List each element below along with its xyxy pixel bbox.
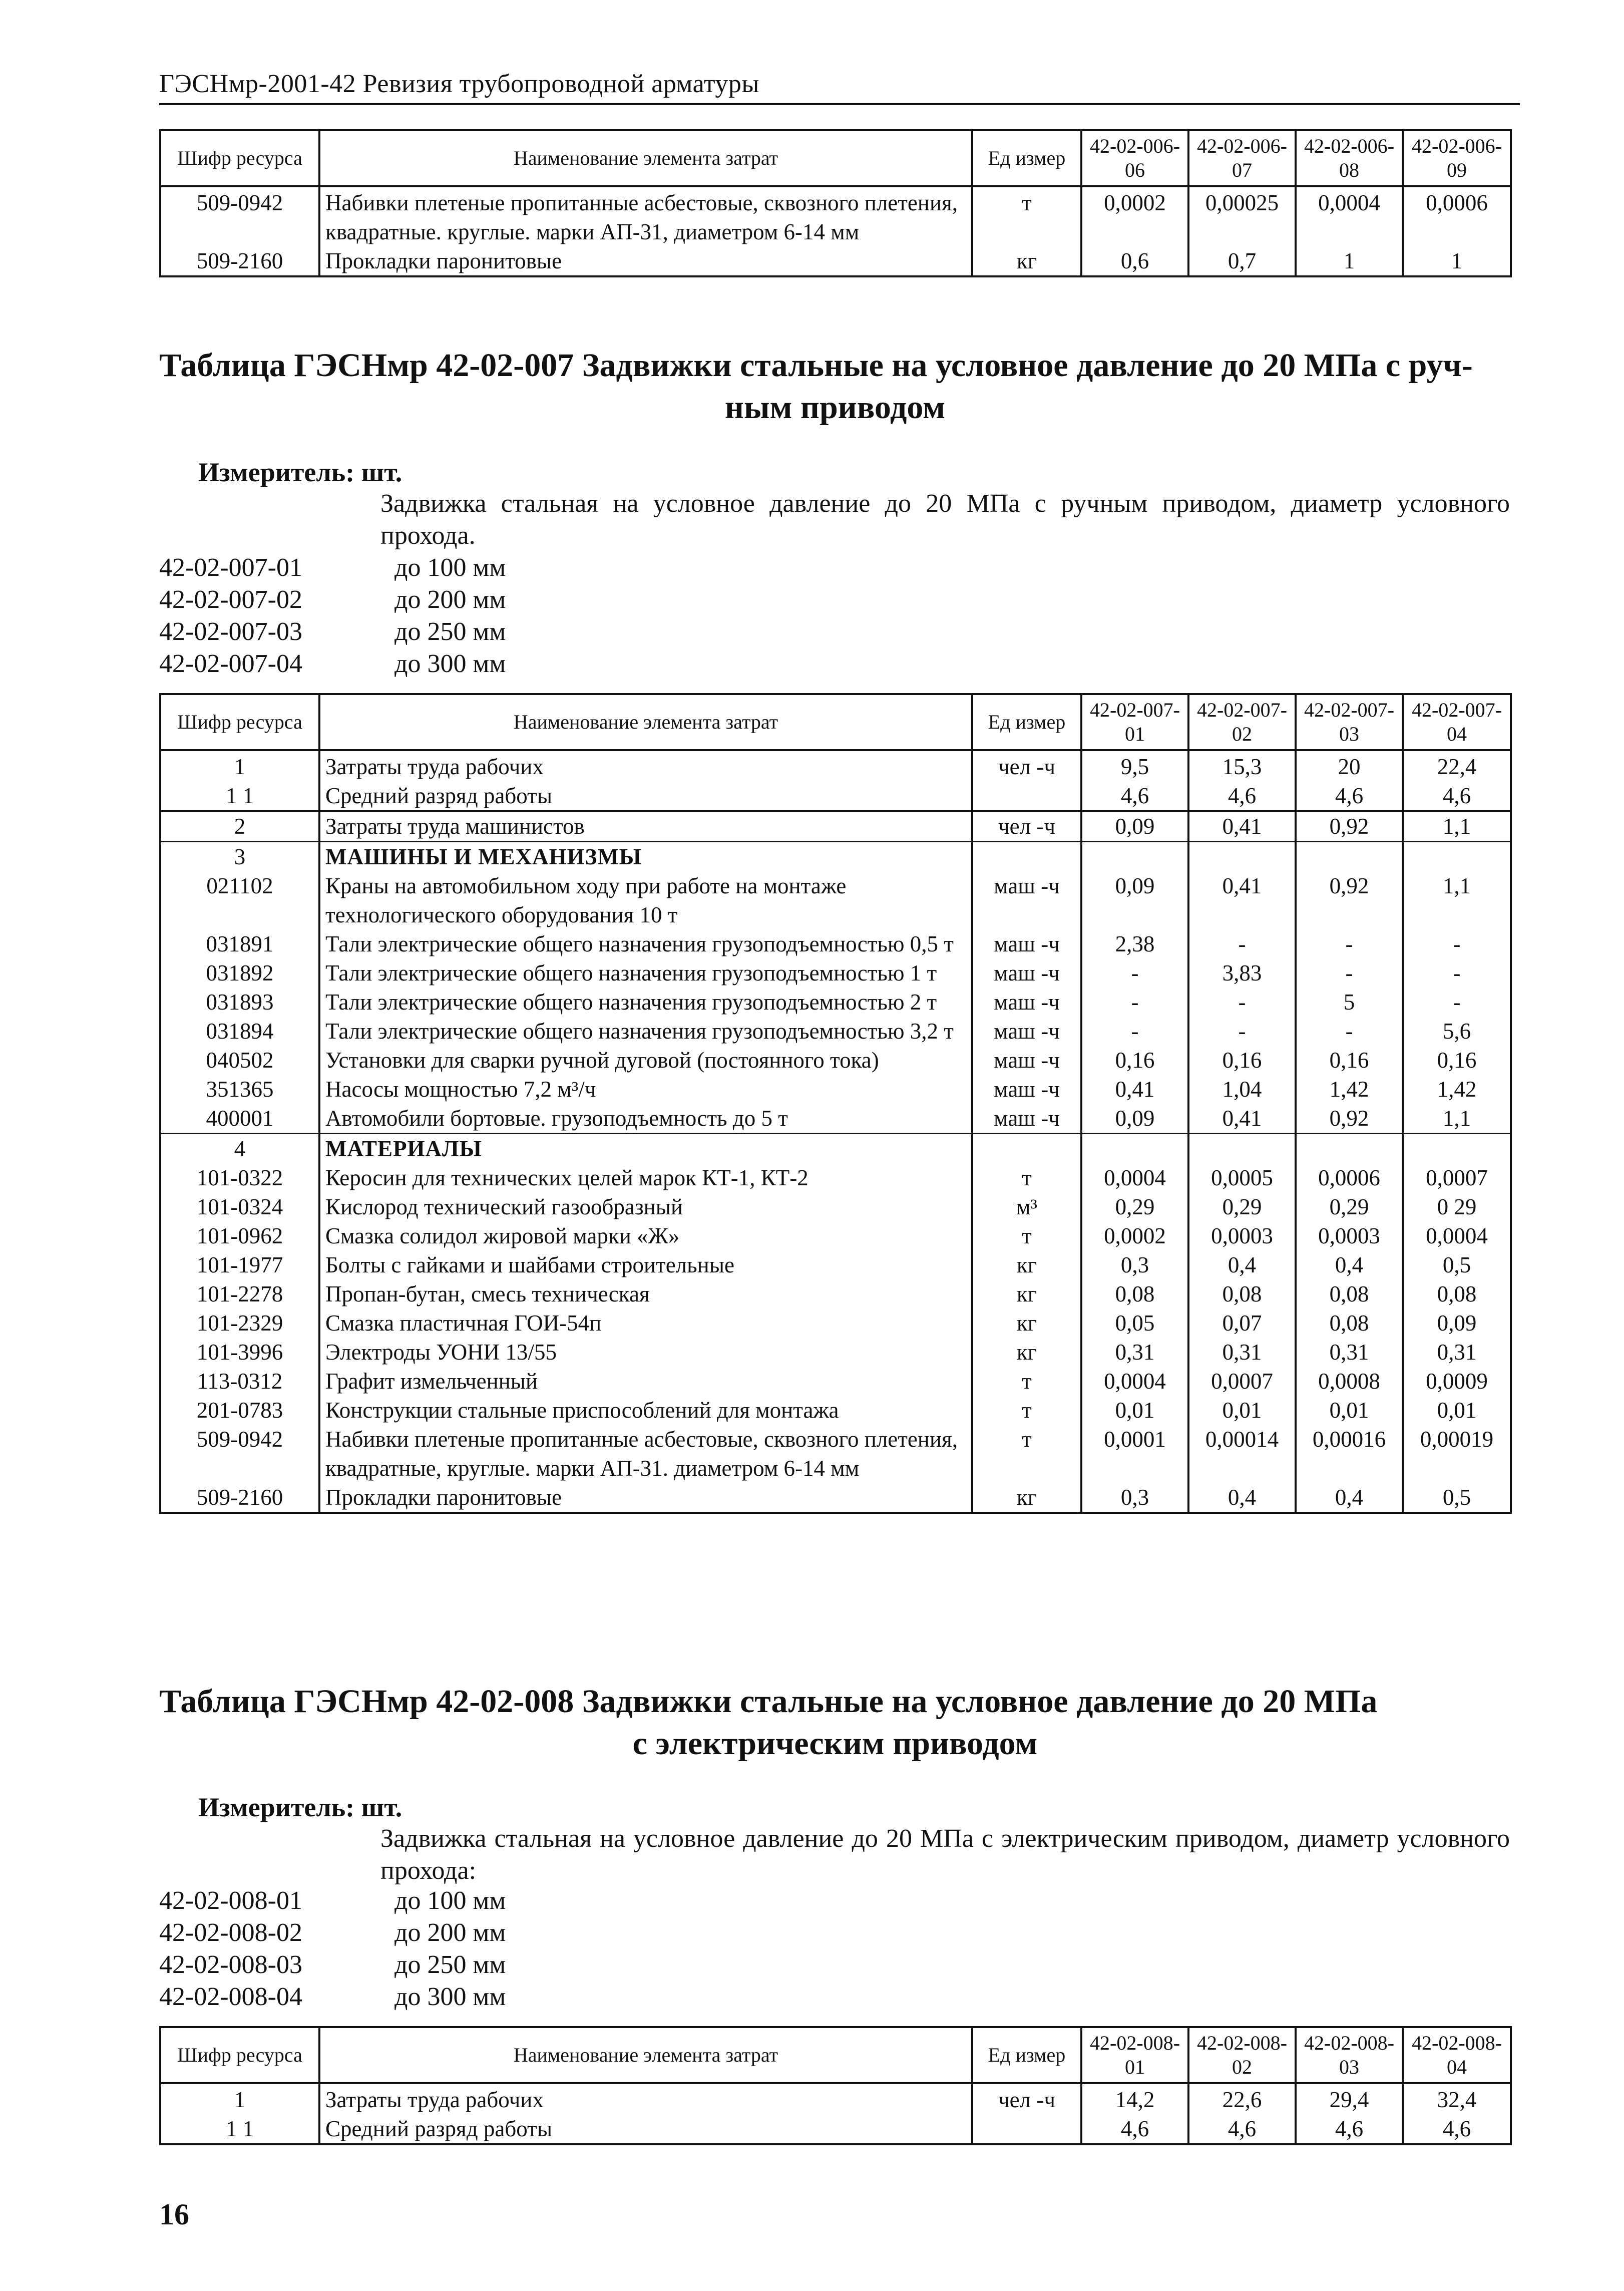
cell-value: 0,0006 [1403, 186, 1511, 246]
cell-unit: маш -ч [972, 929, 1081, 958]
cell-value: 0,0002 [1081, 1221, 1188, 1250]
cell-unit [972, 2114, 1081, 2144]
cell-value: 0,09 [1081, 1104, 1188, 1134]
cell-name: Керосин для технических целей марок КТ-1, КТ-2 [319, 1163, 972, 1192]
cell-value: 4,6 [1403, 2114, 1511, 2144]
norm-code-text: до 250 мм [394, 617, 506, 646]
norm-code-item [159, 1917, 506, 1949]
norm-code: 42-02-008-03 [159, 1950, 302, 1979]
cell-value [1296, 1134, 1403, 1164]
norm-code-item [159, 1885, 506, 1917]
cell-unit: маш -ч [972, 871, 1081, 929]
cell-value: 20 [1296, 750, 1403, 781]
cell-unit: кг [972, 1250, 1081, 1279]
cell-value: 1,04 [1188, 1075, 1296, 1104]
cell-value: - [1188, 1017, 1296, 1046]
norm-code-text: до 250 мм [394, 1950, 506, 1979]
cell-value [1403, 842, 1511, 872]
norm-code-text: до 300 мм [394, 1983, 506, 2011]
cell-code: 1 1 [160, 781, 319, 811]
cell-name: Конструкции стальные приспособлений для монтажа [319, 1396, 972, 1425]
cell-unit: т [972, 1163, 1081, 1192]
cell-code: 351365 [160, 1075, 319, 1104]
cell-name: Затраты труда рабочих [319, 750, 972, 781]
cell-value [1081, 842, 1188, 872]
cell-value: 0,31 [1188, 1338, 1296, 1367]
cell-value: 1 [1403, 246, 1511, 276]
norm-code-item [159, 552, 506, 584]
running-header: ГЭСНмр-2001-42 Ревизия трубопроводной арматуры [159, 70, 759, 98]
caption-line: Таблица ГЭСНмр 42-02-008 Задвижки стальные на условное давление до 20 МПа [159, 1683, 1378, 1720]
table-row [160, 1338, 1511, 1367]
cell-value: 0,41 [1188, 811, 1296, 842]
cell-value: 0,08 [1188, 1279, 1296, 1308]
cell-value: - [1188, 988, 1296, 1017]
cell-value: 0,0004 [1296, 186, 1403, 246]
cell-code: 2 [160, 811, 319, 842]
cell-unit: т [972, 1396, 1081, 1425]
table-row [160, 781, 1511, 811]
cell-value: 0,16 [1403, 1046, 1511, 1075]
cell-unit: маш -ч [972, 1046, 1081, 1075]
cell-value: 0,01 [1188, 1396, 1296, 1425]
table-row [160, 2114, 1511, 2144]
norm-code: 42-02-007-03 [159, 617, 302, 646]
cell-value: 1,1 [1403, 811, 1511, 842]
cell-name: Автомобили бортовые. грузоподъемность до 5 т [319, 1104, 972, 1134]
cell-value: 0,09 [1081, 811, 1188, 842]
cell-value: 0,00025 [1188, 186, 1296, 246]
cell-name: Тали электрические общего назначения грузоподъемностью 1 т [319, 958, 972, 988]
table-row [160, 1192, 1511, 1221]
cell-code: 101-1977 [160, 1250, 319, 1279]
cell-unit: кг [972, 1483, 1081, 1513]
cell-value: 0,29 [1296, 1192, 1403, 1221]
cell-unit: чел -ч [972, 750, 1081, 781]
cell-code: 400001 [160, 1104, 319, 1134]
table-row [160, 1250, 1511, 1279]
cell-unit: м³ [972, 1192, 1081, 1221]
cell-unit: маш -ч [972, 1075, 1081, 1104]
cell-unit [972, 1134, 1081, 1164]
cell-unit: т [972, 1425, 1081, 1483]
cell-value: 0,0003 [1296, 1221, 1403, 1250]
cell-value: 0,16 [1081, 1046, 1188, 1075]
cell-code: 4 [160, 1134, 319, 1164]
cell-value: - [1081, 958, 1188, 988]
cell-value: - [1296, 1017, 1403, 1046]
cell-name: Тали электрические общего назначения грузоподъемностью 0,5 т [319, 929, 972, 958]
table-row [160, 1221, 1511, 1250]
cell-value: 0,4 [1188, 1250, 1296, 1279]
cell-value: 0,5 [1403, 1250, 1511, 1279]
cell-value: - [1403, 958, 1511, 988]
cell-name: МАТЕРИАЛЫ [319, 1134, 972, 1164]
cell-name: Электроды УОНИ 13/55 [319, 1338, 972, 1367]
cell-value: 0,3 [1081, 1250, 1188, 1279]
cell-code: 509-2160 [160, 246, 319, 276]
norm-code-text: до 100 мм [394, 553, 506, 582]
cell-value [1403, 1134, 1511, 1164]
cell-value: 4,6 [1081, 2114, 1188, 2144]
cell-unit: кг [972, 1308, 1081, 1338]
cell-name: МАШИНЫ И МЕХАНИЗМЫ [319, 842, 972, 872]
cell-code: 031893 [160, 988, 319, 1017]
col-header-norm: 42-02-006-06 [1081, 130, 1188, 186]
col-header-unit: Ед измер [972, 694, 1081, 750]
cell-code: 101-2329 [160, 1308, 319, 1338]
cell-value: 0,5 [1403, 1483, 1511, 1513]
norm-code: 42-02-008-02 [159, 1918, 302, 1947]
col-header-norm: 42-02-006-07 [1188, 130, 1296, 186]
cell-name: Прокладки паронитовые [319, 1483, 972, 1513]
cell-value: 0,01 [1296, 1396, 1403, 1425]
cell-value: 0,08 [1296, 1308, 1403, 1338]
cell-value: 0,00016 [1296, 1425, 1403, 1483]
cell-value: 4,6 [1403, 781, 1511, 811]
cell-value: 0,92 [1296, 1104, 1403, 1134]
cell-value: 0,01 [1081, 1396, 1188, 1425]
cell-code: 1 [160, 750, 319, 781]
cell-unit: маш -ч [972, 1104, 1081, 1134]
table-row [160, 2083, 1511, 2114]
table-row [160, 1075, 1511, 1104]
cell-value: 5 [1296, 988, 1403, 1017]
cell-name: Набивки плетеные пропитанные асбестовые, сквозного плетения, квадратные, круглые. марки АП-31. диаметром 6-14 мм [319, 1425, 972, 1483]
table-row [160, 1483, 1511, 1513]
cell-value: 1,1 [1403, 1104, 1511, 1134]
resource-table-008 [159, 2026, 1512, 2145]
cell-value: 22,4 [1403, 750, 1511, 781]
table-row [160, 988, 1511, 1017]
cell-value: 0,41 [1188, 871, 1296, 929]
cell-code: 201-0783 [160, 1396, 319, 1425]
cell-value: 0,92 [1296, 871, 1403, 929]
col-header-norm: 42-02-008-02 [1188, 2027, 1296, 2083]
cell-code: 509-0942 [160, 186, 319, 246]
table-row [160, 750, 1511, 781]
cell-name: Кислород технический газообразный [319, 1192, 972, 1221]
cell-value: 14,2 [1081, 2083, 1188, 2114]
work-description: Задвижка стальная на условное давление до 20 МПа с электрическим приводом, диаметр условного прохода: [380, 1824, 1510, 1885]
cell-value [1296, 842, 1403, 872]
cell-code: 101-3996 [160, 1338, 319, 1367]
cell-value: 32,4 [1403, 2083, 1511, 2114]
cell-value: - [1403, 988, 1511, 1017]
cell-value: 0,31 [1081, 1338, 1188, 1367]
norm-code-text: до 100 мм [394, 1886, 506, 1915]
col-header-unit: Ед измер [972, 130, 1081, 186]
page-number: 16 [159, 2198, 189, 2231]
cell-value: 0,0006 [1296, 1163, 1403, 1192]
cell-value: 3,83 [1188, 958, 1296, 988]
cell-value: 29,4 [1296, 2083, 1403, 2114]
cell-unit: маш -ч [972, 988, 1081, 1017]
cell-code: 021102 [160, 871, 319, 929]
col-header-norm: 42-02-006-08 [1296, 130, 1403, 186]
cell-value: 0,31 [1296, 1338, 1403, 1367]
norm-code-item [159, 648, 506, 680]
cell-value: 2,38 [1081, 929, 1188, 958]
cell-value: 0,08 [1296, 1279, 1403, 1308]
cell-value: 0,6 [1081, 246, 1188, 276]
resource-table-006 [159, 129, 1512, 277]
cell-name: Установки для сварки ручной дуговой (постоянного тока) [319, 1046, 972, 1075]
cell-unit: кг [972, 246, 1081, 276]
norm-code-item [159, 616, 506, 648]
col-header-norm: 42-02-008-03 [1296, 2027, 1403, 2083]
cell-value: - [1403, 929, 1511, 958]
cell-value: 0,0004 [1403, 1221, 1511, 1250]
table-row [160, 811, 1511, 842]
caption-line: ным приводом [724, 389, 946, 426]
table-row [160, 1367, 1511, 1396]
col-header-name: Наименование элемента затрат [319, 130, 972, 186]
cell-code: 509-2160 [160, 1483, 319, 1513]
table-row [160, 1396, 1511, 1425]
cell-code: 031892 [160, 958, 319, 988]
col-header-code: Шифр ресурса [160, 2027, 319, 2083]
cell-value: 0,29 [1081, 1192, 1188, 1221]
cell-unit: маш -ч [972, 1017, 1081, 1046]
cell-code: 101-0324 [160, 1192, 319, 1221]
cell-value: 0 29 [1403, 1192, 1511, 1221]
table-row [160, 929, 1511, 958]
work-description: Задвижка стальная на условное давление до 20 МПа с ручным приводом, диаметр условного прохода. [380, 489, 1510, 550]
cell-name: Смазка солидол жировой марки «Ж» [319, 1221, 972, 1250]
cell-unit [972, 781, 1081, 811]
table-row [160, 871, 1511, 929]
col-header-code: Шифр ресурса [160, 130, 319, 186]
cell-name: Насосы мощностью 7,2 м³/ч [319, 1075, 972, 1104]
cell-code: 031894 [160, 1017, 319, 1046]
col-header-norm: 42-02-007-04 [1403, 694, 1511, 750]
cell-name: Тали электрические общего назначения грузоподъемностью 3,2 т [319, 1017, 972, 1046]
table-row [160, 1017, 1511, 1046]
cell-code: 113-0312 [160, 1367, 319, 1396]
cell-value: 5,6 [1403, 1017, 1511, 1046]
cell-unit: чел -ч [972, 2083, 1081, 2114]
table-caption-008 [159, 1681, 1511, 1765]
cell-value: 4,6 [1081, 781, 1188, 811]
col-header-norm: 42-02-008-04 [1403, 2027, 1511, 2083]
cell-value: 1 [1296, 246, 1403, 276]
norm-code-list [159, 1885, 506, 2013]
col-header-norm: 42-02-007-02 [1188, 694, 1296, 750]
cell-value: 0,3 [1081, 1483, 1188, 1513]
cell-name: Средний разряд работы [319, 2114, 972, 2144]
table-row [160, 1163, 1511, 1192]
norm-code-text: до 300 мм [394, 649, 506, 678]
cell-name: Тали электрические общего назначения грузоподъемностью 2 т [319, 988, 972, 1017]
cell-value: 0,0004 [1081, 1163, 1188, 1192]
cell-value [1188, 842, 1296, 872]
cell-name: Затраты труда машинистов [319, 811, 972, 842]
cell-name: Графит измельченный [319, 1367, 972, 1396]
norm-code-text: до 200 мм [394, 1918, 506, 1947]
cell-unit: кг [972, 1279, 1081, 1308]
table-row [160, 1134, 1511, 1164]
cell-value: 0,0008 [1296, 1367, 1403, 1396]
cell-value: 0,92 [1296, 811, 1403, 842]
col-header-norm: 42-02-008-01 [1081, 2027, 1188, 2083]
cell-unit: т [972, 1221, 1081, 1250]
cell-value: 0,00014 [1188, 1425, 1296, 1483]
unit-of-measure: Измеритель: шт. [198, 1792, 402, 1822]
cell-value: 0,29 [1188, 1192, 1296, 1221]
cell-value: 0,41 [1188, 1104, 1296, 1134]
cell-name: Набивки плетеные пропитанные асбестовые, сквозного плетения, квадратные. круглые. марки АП-31, диаметром 6-14 мм [319, 186, 972, 246]
cell-value: 0,0002 [1081, 186, 1188, 246]
col-header-norm: 42-02-007-03 [1296, 694, 1403, 750]
cell-unit: маш -ч [972, 958, 1081, 988]
cell-code: 101-0962 [160, 1221, 319, 1250]
col-header-unit: Ед измер [972, 2027, 1081, 2083]
norm-code: 42-02-008-01 [159, 1886, 302, 1915]
norm-code-item [159, 1949, 506, 1981]
cell-value: 0,31 [1403, 1338, 1511, 1367]
cell-value: 0,0007 [1403, 1163, 1511, 1192]
cell-value: 0,00019 [1403, 1425, 1511, 1483]
norm-code: 42-02-008-04 [159, 1983, 302, 2011]
cell-code: 509-0942 [160, 1425, 319, 1483]
cell-unit [972, 842, 1081, 872]
col-header-code: Шифр ресурса [160, 694, 319, 750]
table-row [160, 1104, 1511, 1134]
cell-value [1081, 1134, 1188, 1164]
table-caption-007 [159, 345, 1511, 429]
caption-line: Таблица ГЭСНмр 42-02-007 Задвижки стальные на условное давление до 20 МПа с руч- [159, 347, 1473, 384]
cell-value: 15,3 [1188, 750, 1296, 781]
cell-value: 0,4 [1188, 1483, 1296, 1513]
cell-value: 0,4 [1296, 1483, 1403, 1513]
cell-value: 0,4 [1296, 1250, 1403, 1279]
unit-of-measure: Измеритель: шт. [198, 457, 402, 487]
cell-code: 1 [160, 2083, 319, 2114]
cell-name: Болты с гайками и шайбами строительные [319, 1250, 972, 1279]
cell-value: 4,6 [1188, 781, 1296, 811]
cell-value: 1,42 [1296, 1075, 1403, 1104]
cell-code: 1 1 [160, 2114, 319, 2144]
table-row [160, 842, 1511, 872]
cell-code: 101-0322 [160, 1163, 319, 1192]
cell-code: 031891 [160, 929, 319, 958]
col-header-norm: 42-02-006-09 [1403, 130, 1511, 186]
cell-value: 0,05 [1081, 1308, 1188, 1338]
cell-value: 0,08 [1081, 1279, 1188, 1308]
cell-name: Прокладки паронитовые [319, 246, 972, 276]
cell-value: 0,0009 [1403, 1367, 1511, 1396]
cell-value: 22,6 [1188, 2083, 1296, 2114]
table-row [160, 1279, 1511, 1308]
cell-value: 0,7 [1188, 246, 1296, 276]
cell-unit: т [972, 186, 1081, 246]
norm-code: 42-02-007-02 [159, 585, 302, 614]
table-row [160, 186, 1511, 246]
cell-value: 0,0005 [1188, 1163, 1296, 1192]
cell-code: 101-2278 [160, 1279, 319, 1308]
cell-value: 0,07 [1188, 1308, 1296, 1338]
col-header-norm: 42-02-007-01 [1081, 694, 1188, 750]
cell-value: 1,1 [1403, 871, 1511, 929]
cell-name: Затраты труда рабочих [319, 2083, 972, 2114]
table-row [160, 1425, 1511, 1483]
cell-name: Краны на автомобильном ходу при работе на монтаже технологического оборудования 10 т [319, 871, 972, 929]
cell-value: 0,09 [1403, 1308, 1511, 1338]
cell-value: 0,0001 [1081, 1425, 1188, 1483]
cell-value: - [1081, 988, 1188, 1017]
cell-name: Смазка пластичная ГОИ-54п [319, 1308, 972, 1338]
cell-value: 0,16 [1296, 1046, 1403, 1075]
cell-name: Пропан-бутан, смесь техническая [319, 1279, 972, 1308]
cell-value: 0,16 [1188, 1046, 1296, 1075]
norm-code: 42-02-007-01 [159, 553, 302, 582]
cell-value: - [1296, 958, 1403, 988]
cell-value: 0,01 [1403, 1396, 1511, 1425]
norm-code-item [159, 1981, 506, 2013]
cell-name: Средний разряд работы [319, 781, 972, 811]
cell-unit: кг [972, 1338, 1081, 1367]
cell-value [1188, 1134, 1296, 1164]
cell-value: 0,08 [1403, 1279, 1511, 1308]
norm-code-item [159, 584, 506, 616]
cell-value: 9,5 [1081, 750, 1188, 781]
cell-code: 040502 [160, 1046, 319, 1075]
cell-unit: т [972, 1367, 1081, 1396]
col-header-name: Наименование элемента затрат [319, 694, 972, 750]
header-rule [159, 103, 1520, 105]
cell-value: - [1081, 1017, 1188, 1046]
cell-value: 1,42 [1403, 1075, 1511, 1104]
cell-unit: чел -ч [972, 811, 1081, 842]
caption-line: с электрическим приводом [632, 1725, 1038, 1762]
cell-value: 4,6 [1296, 781, 1403, 811]
resource-table-007 [159, 693, 1512, 1514]
norm-code-text: до 200 мм [394, 585, 506, 614]
cell-value: 0,0003 [1188, 1221, 1296, 1250]
table-row [160, 246, 1511, 276]
table-row [160, 1046, 1511, 1075]
cell-value: - [1296, 929, 1403, 958]
cell-value: 4,6 [1296, 2114, 1403, 2144]
norm-code-list [159, 552, 506, 680]
cell-value: 0,41 [1081, 1075, 1188, 1104]
table-row [160, 958, 1511, 988]
cell-value: 4,6 [1188, 2114, 1296, 2144]
norm-code: 42-02-007-04 [159, 649, 302, 678]
cell-value: - [1188, 929, 1296, 958]
cell-code: 3 [160, 842, 319, 872]
col-header-name: Наименование элемента затрат [319, 2027, 972, 2083]
cell-value: 0,0004 [1081, 1367, 1188, 1396]
cell-value: 0,09 [1081, 871, 1188, 929]
table-row [160, 1308, 1511, 1338]
cell-value: 0,0007 [1188, 1367, 1296, 1396]
